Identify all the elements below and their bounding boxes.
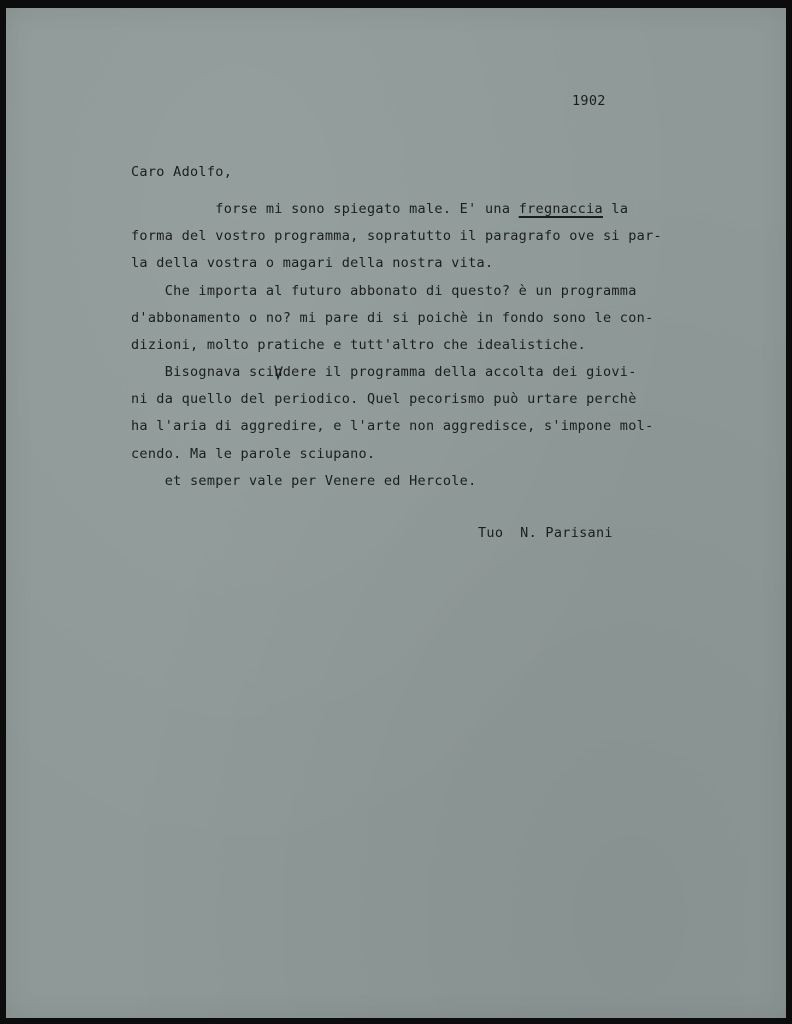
letter-date: 1902: [572, 93, 606, 109]
underlined-word: fregnaccia: [518, 201, 603, 217]
letter-line-2: forma del vostro programma, sopratutto il paragrafo ove si par-: [131, 228, 662, 244]
letter-line-8: ni da quello del periodico. Quel pecorismo può urtare perchè: [131, 391, 637, 407]
letter-line-6: dizioni, molto pratiche e tutt'altro che idealistiche.: [131, 337, 587, 353]
letter-line-7: Bisognava scindere il programma della accolta dei giovi-: [131, 364, 637, 380]
letter-line-1-start: forse mi sono spiegato male. E' una: [131, 201, 519, 217]
letter-salutation: Caro Adolfo,: [131, 164, 233, 180]
letter-line-3: la della vostra o magari della nostra vita.: [131, 255, 494, 271]
handwritten-correction-mark: [273, 364, 283, 382]
letter-line-5: d'abbonamento o no? mi pare di si poichè in fondo sono le con-: [131, 310, 654, 326]
letter-signature: Tuo N. Parisani: [478, 525, 613, 541]
letter-line-10: cendo. Ma le parole sciupano.: [131, 446, 376, 462]
letter-page: [6, 8, 786, 1018]
letter-line-1: [131, 203, 628, 217]
letter-line-9: ha l'aria di aggredire, e l'arte non aggredisce, s'impone mol-: [131, 418, 654, 434]
letter-line-1-end: la: [602, 201, 629, 217]
letter-line-4: Che importa al futuro abbonato di questo? è un programma: [131, 283, 637, 299]
letter-line-11: et semper vale per Venere ed Hercole.: [131, 473, 477, 489]
